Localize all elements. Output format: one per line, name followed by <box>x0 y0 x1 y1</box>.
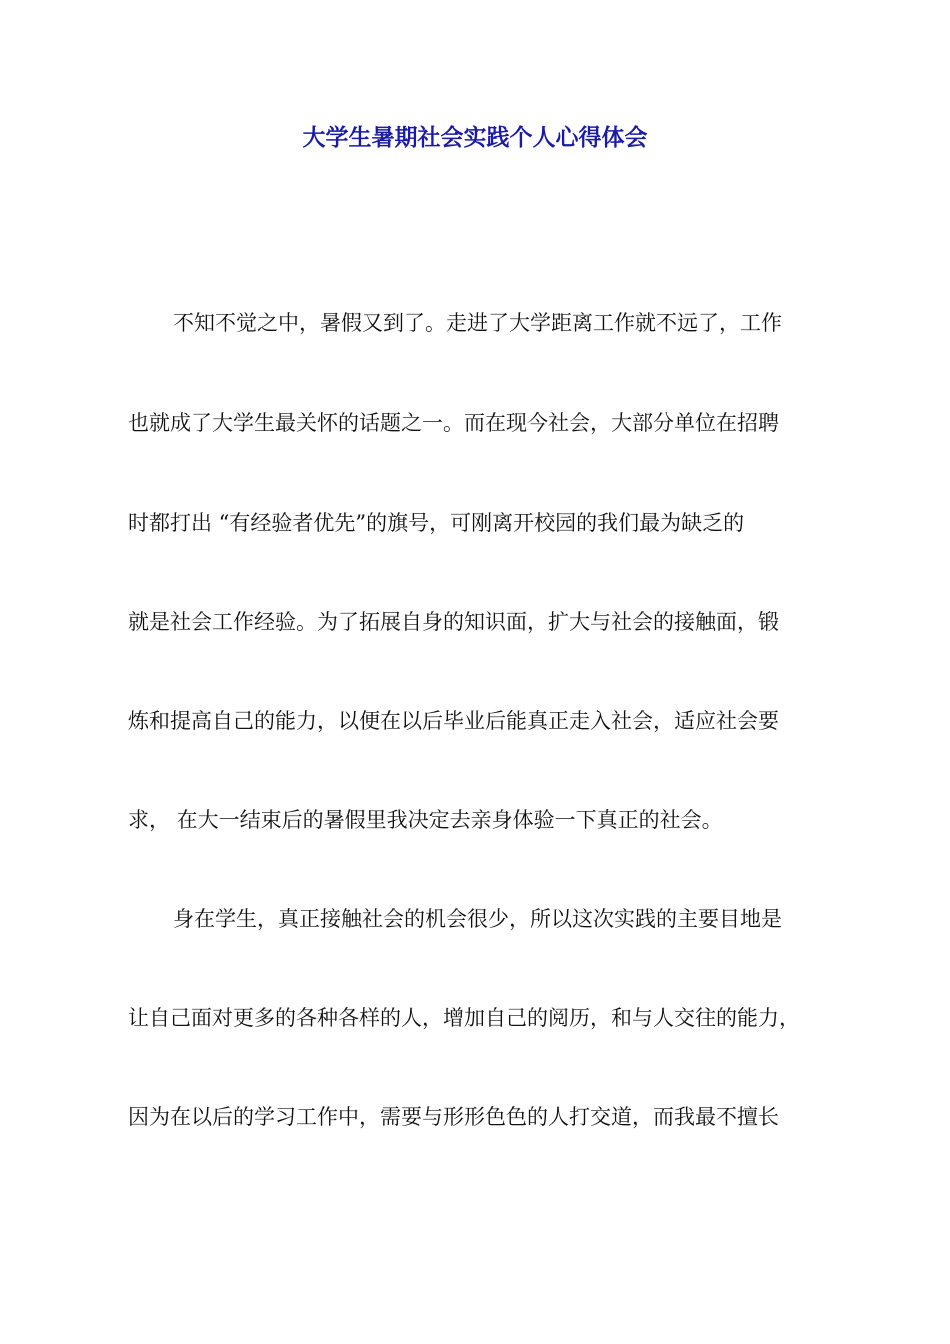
paragraph-1-line-4: 就是社会工作经验。为了拓展自身的知识面，扩大与社会的接触面，锻 <box>128 610 779 634</box>
paragraph-2-line-3: 因为在以后的学习工作中，需要与形形色色的人打交道，而我最不擅长 <box>128 1105 779 1129</box>
paragraph-2-line-1: 身在学生，真正接触社会的机会很少，所以这次实践的主要目地是 <box>173 907 782 931</box>
paragraph-2-line-2: 让自己面对更多的各种各样的人，增加自己的阅历，和与人交往的能力， <box>128 1006 800 1030</box>
paragraph-1-line-1: 不知不觉之中，暑假又到了。走进了大学距离工作就不远了，工作 <box>173 311 782 335</box>
paragraph-1-line-6: 求， 在大一结束后的暑假里我决定去亲身体验一下真正的社会。 <box>128 808 723 832</box>
paragraph-1-line-3: 时都打出 “有经验者优先”的旗号，可刚离开校园的我们最为缺乏的 <box>128 511 745 535</box>
paragraph-1-line-5: 炼和提高自己的能力，以便在以后毕业后能真正走入社会，适应社会要 <box>128 709 779 733</box>
document-title: 大学生暑期社会实践个人心得体会 <box>302 125 648 151</box>
paragraph-1-line-2: 也就成了大学生最关怀的话题之一。而在现今社会，大部分单位在招聘 <box>128 411 779 435</box>
